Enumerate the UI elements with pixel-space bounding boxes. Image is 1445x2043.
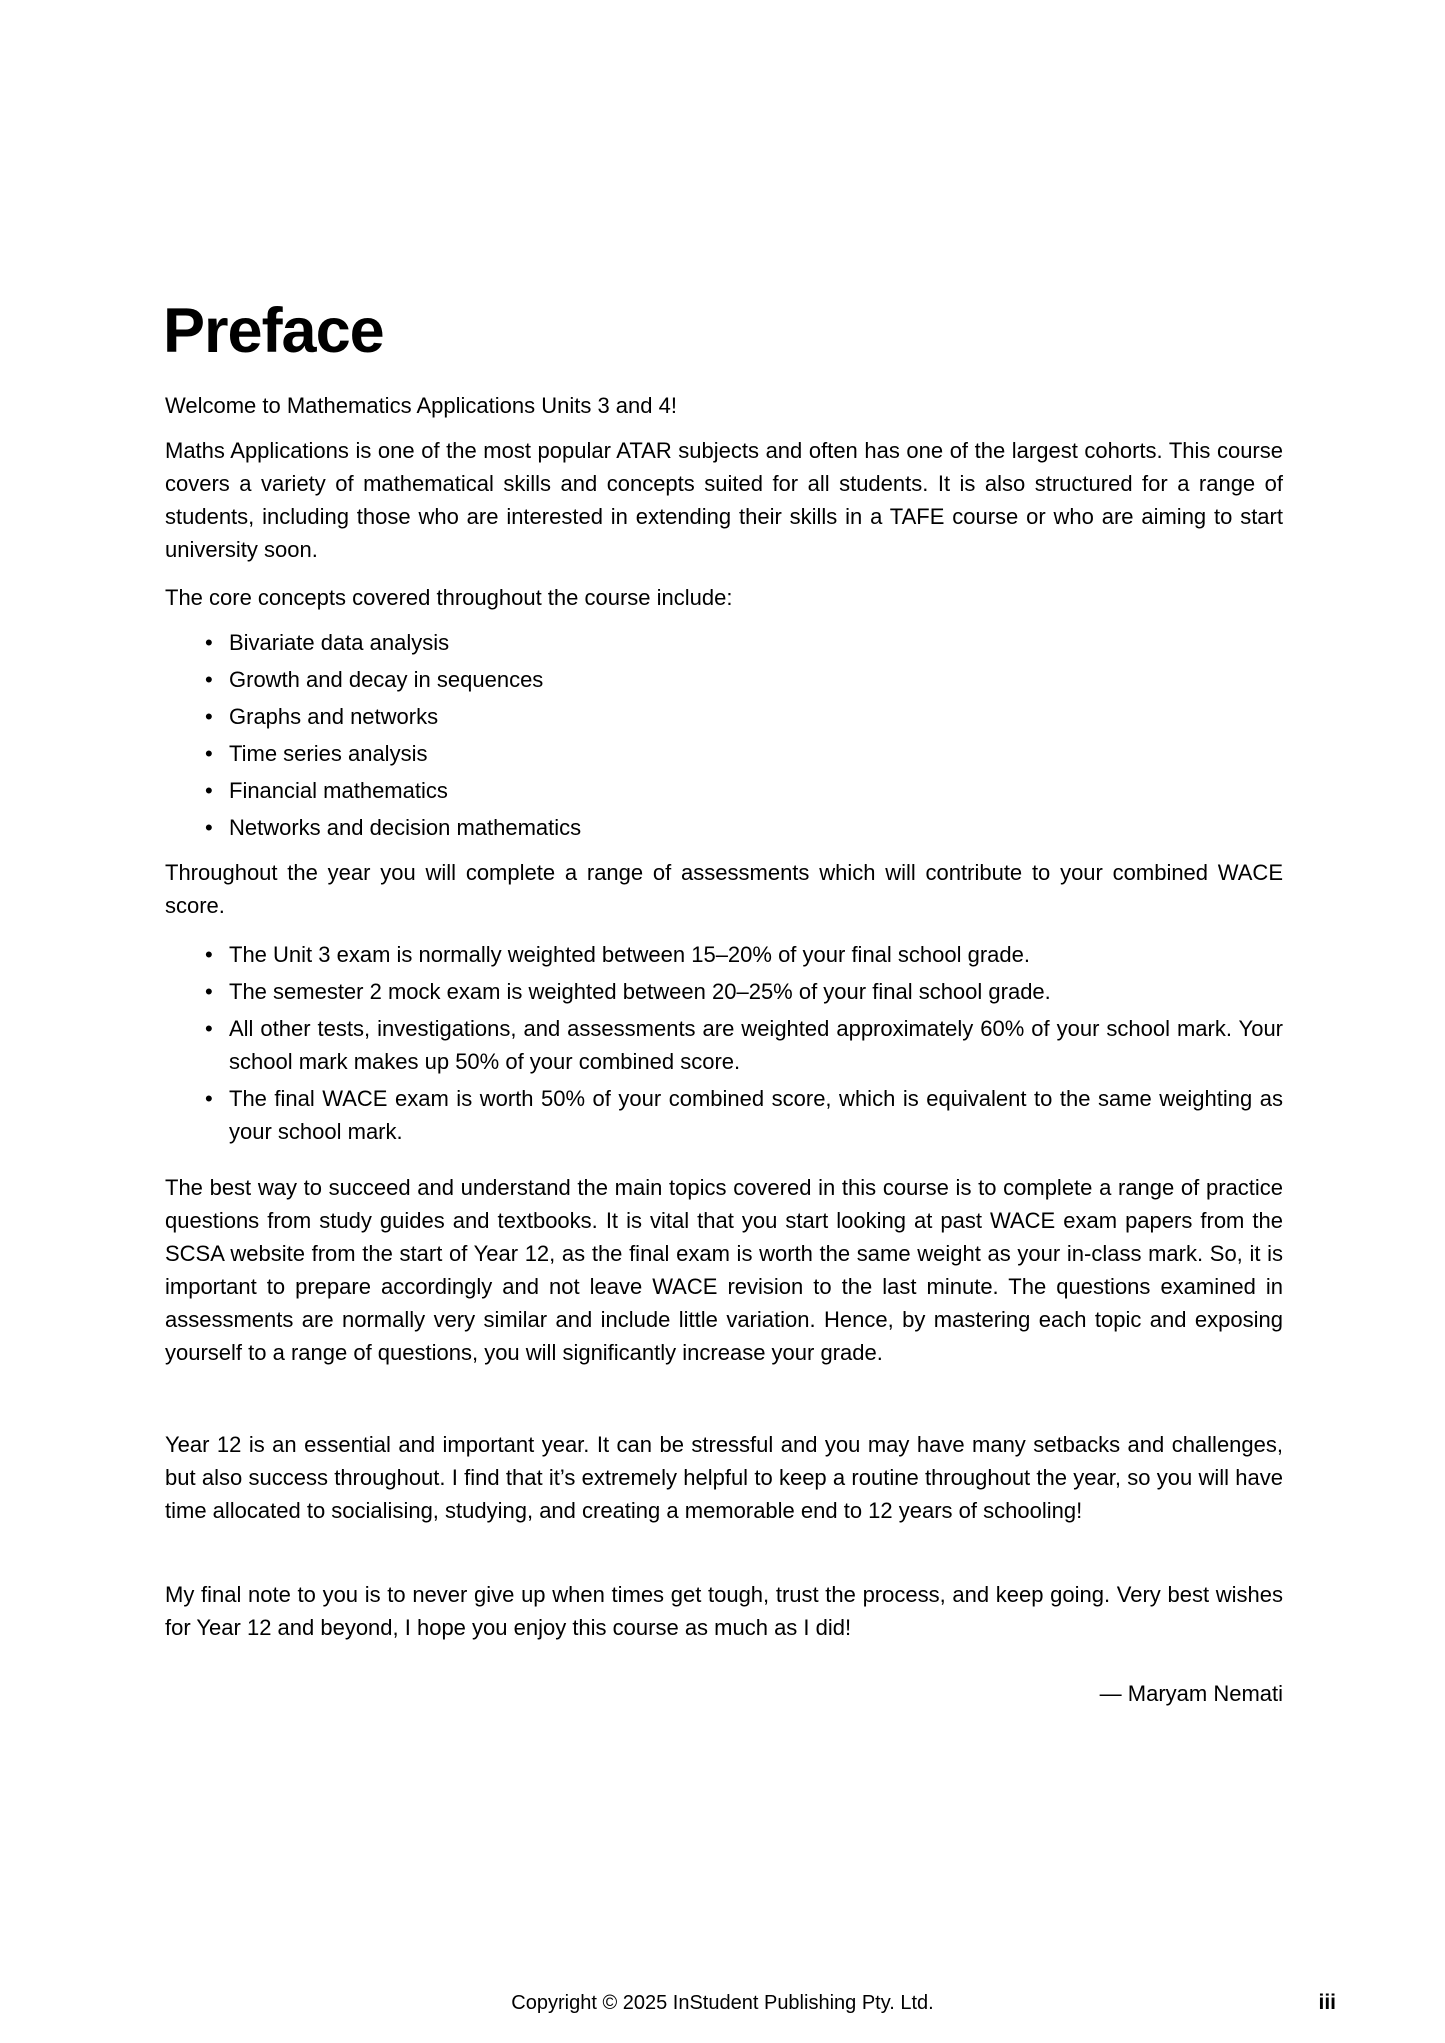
- paragraph-study-advice: The best way to succeed and understand the main topics covered in this course is to complete a range of practice questions from study guides and textbooks. It is vital that you start looking at past WACE exam papers from the SCSA website from the start of Year 12, as the final exam is worth the same weight as your in-class mark. So, it is important to prepare accordingly and not leave WACE revision to the last minute. The questions examined in assessments are normally very similar and include little variation. Hence, by mastering each topic and exposing yourself to a range of questions, you will significantly increase your grade.: [165, 1175, 1283, 1365]
- bullet-icon: •: [205, 704, 213, 729]
- list-item-text: Financial mathematics: [229, 778, 448, 803]
- page-number: iii: [1318, 1991, 1336, 2014]
- bullet-icon: •: [205, 741, 213, 766]
- paragraph-course-overview: Maths Applications is one of the most popular ATAR subjects and often has one of the largest cohorts. This course covers a variety of mathematical skills and concepts suited for all students. It is also structured for a range of students, including those who are interested in extending their skills in a TAFE course or who are aiming to start university soon.: [165, 438, 1283, 562]
- paragraph-year12: Year 12 is an essential and important year. It can be stressful and you may have many setbacks and challenges, but also success throughout. I find that it’s extremely helpful to keep a routine throughout the year, so you will have time allocated to socialising, studying, and creating a memorable end to 12 years of schooling!: [165, 1432, 1283, 1523]
- core-concepts-list: [165, 626, 1283, 848]
- list-item-text: Growth and decay in sequences: [229, 667, 544, 692]
- list-item: [165, 1082, 1283, 1148]
- list-item: [165, 811, 1283, 844]
- list-item-text: Networks and decision mathematics: [229, 815, 582, 840]
- paragraph-closing: My final note to you is to never give up when times get tough, trust the process, and keep going. Very best wishes for Year 12 and beyond, I hope you enjoy this course as much as I did!: [165, 1582, 1283, 1640]
- author-signature: — Maryam Nemati: [1099, 1681, 1283, 1706]
- bullet-icon: •: [205, 942, 213, 967]
- bullet-icon: •: [205, 667, 213, 692]
- assessments-list: [165, 938, 1283, 1152]
- list-item: [165, 700, 1283, 733]
- list-item: [165, 975, 1283, 1008]
- bullet-icon: •: [205, 630, 213, 655]
- list-item-text: Graphs and networks: [229, 704, 439, 729]
- list-item-text: The semester 2 mock exam is weighted between 20–25% of your final school grade.: [229, 979, 1051, 1004]
- list-item-text: All other tests, investigations, and assessments are weighted approximately 60% of your school mark. Your school mark makes up 50% of your combined score.: [229, 1016, 1283, 1074]
- list-item: [165, 737, 1283, 770]
- list-item-text: Time series analysis: [229, 741, 428, 766]
- bullet-icon: •: [205, 979, 213, 1004]
- core-concepts-lead: The core concepts covered throughout the course include:: [165, 585, 733, 610]
- list-item: [165, 663, 1283, 696]
- bullet-icon: •: [205, 1086, 213, 1111]
- list-item-text: The Unit 3 exam is normally weighted between 15–20% of your final school grade.: [229, 942, 1031, 967]
- bullet-icon: •: [205, 778, 213, 803]
- list-item: [165, 938, 1283, 971]
- footer-copyright: Copyright © 2025 InStudent Publishing Pty. Ltd.: [511, 1992, 934, 2014]
- assessments-lead: Throughout the year you will complete a range of assessments which will contribute to your combined WACE score.: [165, 860, 1283, 918]
- bullet-icon: •: [205, 815, 213, 840]
- page-title: Preface: [163, 296, 384, 366]
- list-item-text: The final WACE exam is worth 50% of your combined score, which is equivalent to the same weighting as your school mark.: [229, 1086, 1283, 1144]
- list-item: [165, 626, 1283, 659]
- list-item: [165, 774, 1283, 807]
- bullet-icon: •: [205, 1016, 213, 1041]
- list-item: [165, 1012, 1283, 1078]
- list-item-text: Bivariate data analysis: [229, 630, 450, 655]
- welcome-text: Welcome to Mathematics Applications Units 3 and 4!: [165, 393, 677, 418]
